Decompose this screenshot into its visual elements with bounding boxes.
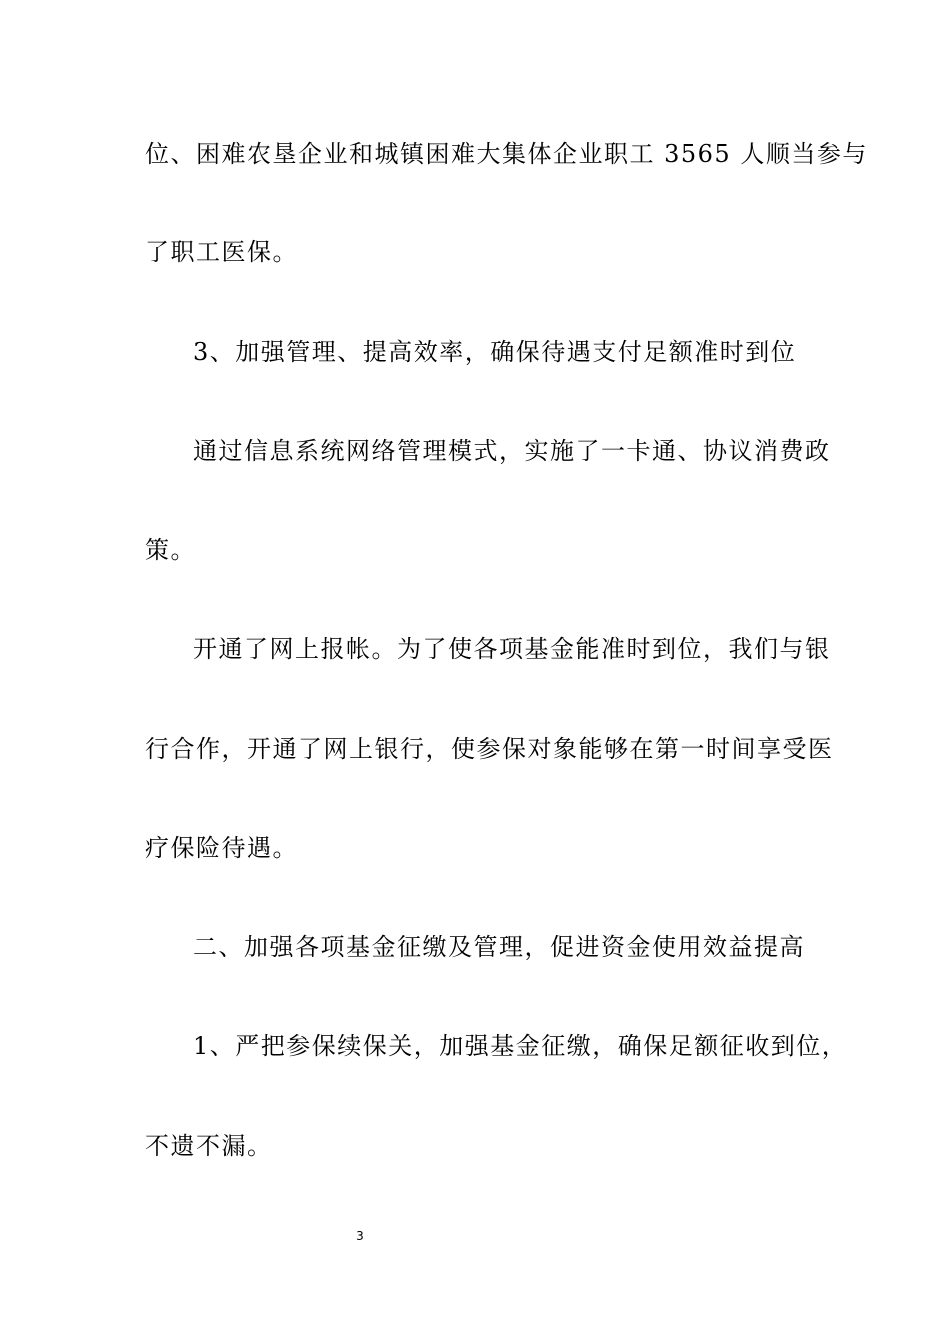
paragraph-line: 不遗不漏。 [145, 1132, 273, 1160]
paragraph-line: 策。 [145, 536, 196, 564]
subsection-heading: 1、严把参保续保关，加强基金征缴，确保足额征收到位， [193, 1032, 848, 1060]
page-number: 3 [356, 1229, 364, 1243]
section-heading: 3、加强管理、提高效率，确保待遇支付足额准时到位 [193, 338, 797, 366]
paragraph-line: 通过信息系统网络管理模式，实施了一卡通、协议消费政 [193, 437, 831, 465]
paragraph-line: 位、困难农垦企业和城镇困难大集体企业职工 3565 人顺当参与 [145, 140, 868, 168]
paragraph-line: 行合作，开通了网上银行，使参保对象能够在第一时间享受医 [145, 735, 834, 763]
paragraph-line: 开通了网上报帐。为了使各项基金能准时到位，我们与银 [193, 635, 831, 663]
paragraph-line: 了职工医保。 [145, 238, 298, 266]
paragraph-line: 疗保险待遇。 [145, 834, 298, 862]
section-heading: 二、加强各项基金征缴及管理，促进资金使用效益提高 [193, 933, 805, 961]
